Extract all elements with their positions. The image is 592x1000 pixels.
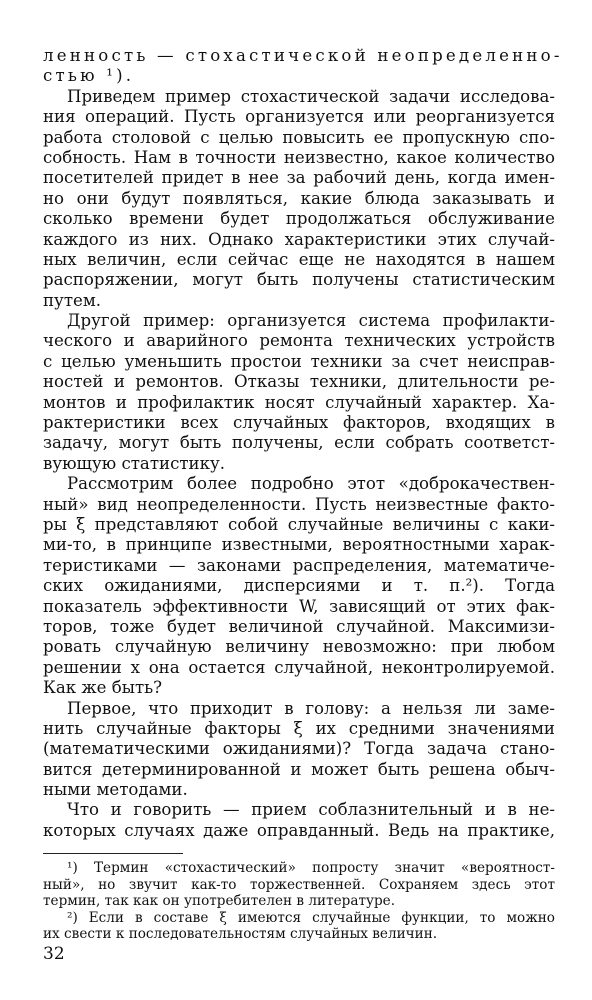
body-text-line: стью ¹). — [43, 66, 135, 86]
body-text-line: собность. Нам в точности неизвестно, какое количество — [43, 147, 555, 167]
body-text-line: Первое, что приходит в голову: а нельзя ли заме- — [67, 698, 555, 718]
body-text-line: с целью уменьшить простои техники за счет неисправ- — [43, 351, 555, 371]
body-text-line: Как же быть? — [43, 678, 163, 698]
body-text-line: (математическими ожиданиями)? Тогда задача стано- — [43, 739, 555, 759]
body-text-line: ленность — стохастической неопределенно- — [43, 46, 563, 65]
body-text-line: Другой пример: организуется система профилакти- — [67, 311, 555, 331]
body-text-line: путем. — [43, 290, 102, 310]
main-text — [43, 46, 563, 841]
footnote-line: их свести к последовательностям случайных величин. — [43, 926, 438, 943]
body-text-line: ми-то, в принципе известными, вероятностными харак- — [43, 535, 555, 555]
body-text-line: ния операций. Пусть организуется или реорганизуется — [43, 107, 555, 127]
body-text-line: работа столовой с целью повысить ее пропускную спо- — [43, 127, 555, 147]
body-text-line: рактеристики всех случайных факторов, входящих в — [43, 413, 555, 433]
body-text-line: ными методами. — [43, 780, 188, 800]
body-text-line: ностей и ремонтов. Отказы техники, длительности ре- — [43, 372, 555, 392]
body-text-line: Приведем пример стохастической задачи исследова- — [67, 86, 555, 106]
body-text-line: ческого и аварийного ремонта технических устройств — [43, 331, 555, 351]
body-text-line: задачу, могут быть получены, если собрать соответст- — [43, 433, 555, 453]
body-text-line: решении x она остается случайной, неконтролируемой. — [43, 657, 555, 677]
body-text-line: показатель эффективности W, зависящий от этих фак- — [43, 596, 555, 616]
body-text-line: нить случайные факторы ξ их средними значениями — [43, 718, 555, 738]
body-text-line: теристиками — законами распределения, математиче- — [43, 555, 555, 575]
body-text-line: распоряжении, могут быть получены статистическим — [43, 270, 555, 290]
body-text-line: вится детерминированной и может быть решена обыч- — [43, 759, 555, 779]
footnote-line: термин, так как он употребителен в литературе. — [43, 893, 396, 910]
page-body — [43, 46, 563, 841]
body-text-line: ры ξ представляют собой случайные величины с каки- — [43, 514, 555, 534]
body-text-line: ских ожиданиями, дисперсиями и т. п.²). Тогда — [43, 576, 555, 596]
body-text-line: Что и говорить — прием соблазнительный и в не- — [67, 800, 555, 820]
footnote-line: ¹) Термин «стохастический» попросту значит «вероятност- — [67, 860, 555, 876]
body-text-line: Рассмотрим более подробно этот «доброкачествен- — [67, 474, 555, 494]
body-text-line: вующую статистику. — [43, 453, 226, 473]
body-text-line: посетителей придет в нее за рабочий день, когда имен- — [43, 168, 555, 188]
body-text-line: которых случаях даже оправданный. Ведь на практике, — [43, 820, 555, 840]
body-text-line: ных величин, если сейчас еще не находятся в нашем — [43, 249, 555, 269]
body-text-line: ровать случайную величину невозможно: при любом — [43, 637, 555, 657]
footnote-line: ²) Если в составе ξ имеются случайные функции, то можно — [67, 909, 555, 926]
body-text-line: торов, тоже будет величиной случайной. Максимизи- — [43, 616, 555, 636]
page-number: 32 — [43, 944, 65, 964]
body-text-line: каждого из них. Однако характеристики этих случай- — [43, 229, 555, 249]
body-text-line: но они будут появляться, какие блюда заказывать и — [43, 188, 555, 208]
body-text-line: монтов и профилактик носят случайный характер. Ха- — [43, 392, 555, 412]
footnotes — [43, 860, 555, 943]
footnote-line: ный», но звучит как-то торжественней. Сохраняем здесь этот — [43, 876, 555, 893]
body-text-line: сколько времени будет продолжаться обслуживание — [43, 209, 555, 229]
body-text-line: ный» вид неопределенности. Пусть неизвестные факто- — [43, 494, 555, 514]
footnote-divider — [43, 853, 183, 854]
